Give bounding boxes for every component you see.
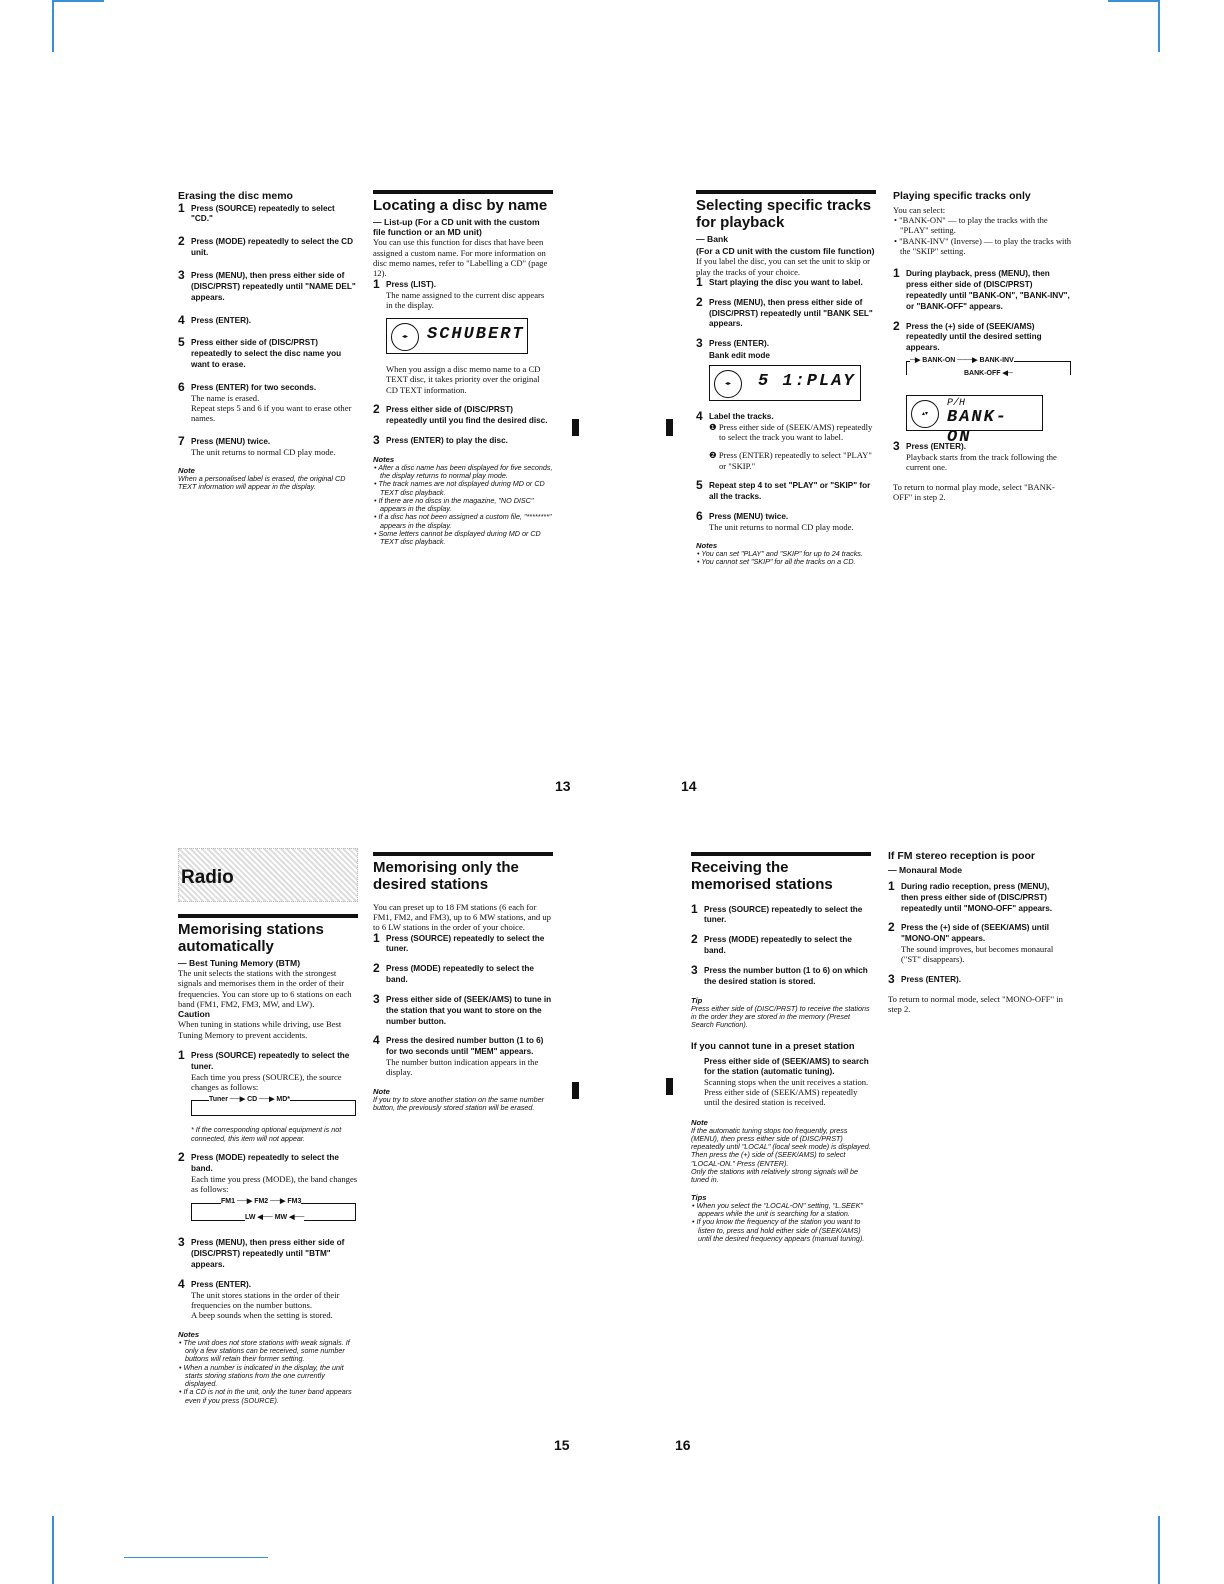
step — [178, 1237, 358, 1270]
heading-rule — [178, 914, 358, 918]
heading-rule — [691, 852, 871, 856]
step-text: Press (MENU), then press either side of (DISC/PRST) repeatedly until "BTM" appears. — [191, 1238, 345, 1269]
step-text: Press either side of (SEEK/AMS) to tune in the station that you want to store on the number button. — [386, 994, 552, 1026]
tips-heading: Tips — [691, 1192, 707, 1202]
step — [696, 408, 876, 471]
section-subtitle: — Monaural Mode — [888, 864, 963, 875]
step-number: 1 — [178, 1048, 185, 1063]
step — [178, 200, 358, 225]
bank-flow-diagram — [906, 357, 1071, 387]
step-text: Press (ENTER). — [191, 315, 252, 325]
step-number: 1 — [373, 930, 380, 945]
step-text: During playback, press (MENU), then press either side of (DISC/PRST) repeatedly until "BANK-ON", "BANK-INV", or "BANK-OFF" appears. — [906, 269, 1070, 311]
step-text: During radio reception, press (MENU), then press either side of (DISC/PRST) repeatedly until "MONO-OFF" appears. — [901, 881, 1053, 913]
step-number: 4 — [178, 1276, 185, 1291]
lcd-text: SCHUBERT — [427, 325, 525, 345]
step — [373, 991, 553, 1027]
section-title: Selecting specific tracks for playback — [696, 197, 872, 231]
step — [696, 294, 876, 330]
step-text: Press (SOURCE) repeatedly to select "CD." — [191, 203, 335, 224]
note-text: You cannot set "SKIP" for all the tracks on a CD. — [701, 557, 856, 567]
step-number: 2 — [178, 234, 185, 249]
step — [178, 1276, 358, 1321]
step-number: 1 — [893, 266, 900, 281]
note-item: • If a CD is not in the unit, only the tuner band appears even if you press (SOURCE). — [179, 1387, 352, 1405]
step-number: 2 — [696, 294, 703, 309]
step — [178, 1149, 358, 1228]
step — [696, 508, 876, 532]
step-text: Press (SOURCE) repeatedly to select the tuner. — [704, 904, 863, 925]
step-text: Press (MENU) twice. — [191, 436, 271, 446]
section-heading: If FM stereo reception is poor — [888, 850, 1036, 862]
step-number: 3 — [893, 439, 900, 454]
step-text: Press (SOURCE) repeatedly to select the tuner. — [191, 1051, 350, 1071]
step-number: 1 — [691, 901, 698, 916]
step-number: 1 — [696, 274, 703, 289]
step-number: 2 — [888, 920, 895, 935]
list-item: • "BANK-ON" — to play the tracks with the "PLAY" setting. — [894, 214, 1048, 236]
step-body: When you assign a disc memo name to a CD TEXT disc, it takes priority over the original CD TEXT information. — [386, 364, 541, 395]
note-item: • When a number is indicated in the display, the unit starts storing stations from the one currently displayed. — [179, 1362, 344, 1389]
crop-mark — [1158, 0, 1160, 52]
step — [178, 236, 358, 258]
step-text: Press (ENTER) to play the disc. — [386, 435, 508, 445]
step — [696, 480, 876, 502]
desired-stations-section — [373, 852, 553, 1112]
locate-disc-section — [373, 190, 553, 547]
step-text: Press the (+) side of (SEEK/AMS) repeatedly until the desired setting appears. — [906, 321, 1042, 353]
intro-text: You can preset up to 18 FM stations (6 each for FM1, FM2, and FM3), up to 6 MW stations, and up to 6 LW stations in the order of your choice. — [373, 901, 551, 933]
step-body: The unit returns to normal CD play mode. — [709, 521, 854, 532]
note-text: The track names are not displayed during MD or CD TEXT disc playback. — [378, 479, 545, 497]
step — [178, 1050, 358, 1143]
crop-mark — [1108, 0, 1160, 2]
step — [373, 404, 553, 426]
note-text: When a number is indicated in the display, the unit starts storing stations from the one currently displayed. — [183, 1362, 344, 1389]
note-item: • The unit does not store stations with weak signals. If only a few stations can be received, some number buttons will retain their former setting. — [179, 1337, 350, 1364]
subsection-body — [691, 1057, 871, 1108]
step — [691, 962, 871, 987]
step — [888, 878, 1068, 914]
step — [893, 441, 1073, 472]
caution-heading: Caution — [178, 1009, 210, 1020]
step — [178, 267, 358, 303]
heading-rule — [696, 190, 876, 194]
step-text: Press either side of (SEEK/AMS) to search for the station (automatic tuning). — [704, 1056, 869, 1076]
flow-label-text: BANK-INV — [979, 357, 1014, 365]
note-item: • The track names are not displayed during MD or CD TEXT disc playback. — [374, 479, 545, 497]
step-text: Press (SOURCE) repeatedly to select the tuner. — [386, 933, 545, 954]
step-text: Press the number button (1 to 6) on which the desired station is stored. — [704, 965, 868, 986]
section-title: Receiving the memorised stations — [691, 859, 833, 893]
note-text: Some letters cannot be displayed during MD or CD TEXT disc playback. — [378, 528, 541, 547]
step — [696, 274, 876, 289]
tip-text: Press either side of (DISC/PRST) to receive the stations in the order they are stored in the memory (Preset Search Function). — [691, 1003, 870, 1030]
dial-icon: ◂▸ — [391, 323, 419, 351]
step — [373, 930, 553, 955]
step — [373, 1035, 553, 1077]
note-text: If there are no discs in the magazine, "NO DISC" appears in the display. — [378, 495, 534, 514]
step-number: 5 — [178, 335, 185, 350]
note-heading: Note — [178, 465, 195, 475]
crop-mark — [124, 1557, 268, 1558]
step-text: Press (MODE) repeatedly to select the CD unit. — [191, 237, 353, 258]
step — [888, 971, 1068, 986]
step — [373, 963, 553, 985]
note-text: The unit does not store stations with weak signals. If only a few stations can be received, some number buttons will retain their former setting. — [183, 1337, 350, 1364]
step-text: Start playing the disc you want to label. — [709, 277, 863, 287]
step — [696, 338, 876, 401]
lcd-text: 5 1:PLAY — [758, 371, 856, 391]
step-number: 6 — [178, 379, 185, 394]
step-number: 2 — [178, 1149, 185, 1164]
note-text: You can set "PLAY" and "SKIP" for up to 24 tracks. — [701, 548, 863, 558]
step-number: 5 — [696, 478, 703, 492]
monaural-mode-section — [888, 850, 1068, 1014]
section-title: Memorising only the desired stations — [373, 859, 519, 893]
btm-section — [178, 848, 358, 1405]
tip-item: • When you select the "LOCAL-ON" setting, "L.SEEK" appears while the unit is searching for a station. — [692, 1200, 863, 1218]
step-body: Each time you press (SOURCE), the source changes as follows: — [191, 1071, 342, 1093]
step-number: 3 — [373, 432, 380, 447]
radio-banner — [178, 848, 358, 902]
note-text: If a disc has not been assigned a custom file, "********" appears in the display. — [378, 512, 552, 530]
step-body: ❶ Press either side of (SEEK/AMS) repeatedly to select the track you want to label. — [709, 421, 873, 443]
step-number: 4 — [373, 1033, 380, 1048]
page-marker — [572, 1082, 579, 1099]
crop-mark — [52, 0, 54, 52]
crop-mark — [52, 1516, 54, 1584]
step-text: Press (MODE) repeatedly to select the band. — [191, 1152, 339, 1173]
tip-text: When you select the "LOCAL-ON" setting, "L.SEEK" appears while the unit is searching for a station. — [696, 1200, 863, 1218]
step-body: The number button indication appears in the display. — [386, 1057, 539, 1078]
section-heading: Erasing the disc memo — [178, 190, 293, 202]
lcd-small-text: P/H — [947, 398, 966, 410]
step-body: Scanning stops when the unit receives a station. Press either side of (SEEK/AMS) repeatedly until the desired station is received. — [704, 1076, 869, 1108]
step-number: 4 — [178, 312, 185, 327]
page-marker — [666, 1078, 673, 1095]
notes-heading: Notes — [696, 540, 718, 550]
section-title: Memorising stations automatically — [178, 921, 324, 955]
step-number: 3 — [178, 1235, 185, 1250]
band-flow-diagram — [191, 1198, 356, 1228]
caption: Bank edit mode — [709, 351, 770, 361]
tip-text: If you know the frequency of the station you want to listen to, press and hold either side of (SEEK/AMS) until the desired frequency appears (manual tuning). — [696, 1217, 865, 1243]
step-number: 4 — [696, 408, 703, 423]
step-text: Press either side of (DISC/PRST) repeatedly until you find the desired disc. — [386, 405, 548, 425]
note-item: • You can set "PLAY" and "SKIP" for up to 24 tracks. — [697, 548, 863, 558]
note-item: • You cannot set "SKIP" for all the tracks on a CD. — [697, 557, 856, 567]
caution-text: When tuning in stations while driving, use Best Tuning Memory to prevent accidents. — [178, 1019, 342, 1040]
footnote: * If the corresponding optional equipment is not connected, this item will not appear. — [191, 1125, 342, 1143]
flow-label-text: LW ◀── MW ◀── — [245, 1214, 305, 1222]
step-number: 1 — [373, 276, 380, 291]
step — [691, 901, 871, 926]
flow-label-text: BANK-OFF — [964, 370, 1001, 378]
tip-item: • If you know the frequency of the station you want to listen to, press and hold either side of (SEEK/AMS) until the desired frequency appears (manual tuning). — [692, 1217, 865, 1243]
receive-stations-section — [691, 852, 871, 1243]
lcd-display — [386, 318, 528, 354]
step — [373, 276, 553, 395]
flow-label-text: Tuner ──▶ CD ──▶ MD* — [209, 1096, 291, 1104]
step-text: Label the tracks. — [709, 411, 774, 421]
crop-mark — [1158, 1516, 1160, 1584]
section-subtitle: — Bank — [696, 233, 728, 244]
step-text: Press (ENTER) for two seconds. — [191, 382, 317, 392]
step-text: Press (ENTER). — [191, 1279, 252, 1289]
step-number: 1 — [178, 200, 185, 215]
heading-rule — [373, 852, 553, 856]
note-heading: Note — [373, 1086, 390, 1096]
lcd-text: BANK- ON — [947, 408, 1009, 448]
step-number: 3 — [178, 267, 185, 282]
step-text: Press (ENTER). — [709, 339, 770, 349]
note-text: After a disc name has been displayed for five seconds, the display returns to normal play mode. — [378, 462, 553, 480]
note-text: If you try to store another station on the same number button, the previously stored station will be erased. — [373, 1094, 544, 1113]
step — [178, 433, 358, 457]
step-text: Press (MODE) repeatedly to select the band. — [704, 935, 852, 956]
step-text: Press (LIST). — [386, 279, 437, 289]
erase-disc-memo-section — [178, 190, 358, 491]
step — [691, 934, 871, 956]
note-heading: Note — [691, 1117, 708, 1127]
intro-text: You can use this function for discs that have been assigned a custom name. For more information on disc memo names, refer to "Labelling a CD" (page 12). — [373, 237, 548, 279]
step-text: Repeat step 4 to set "PLAY" or "SKIP" for all the tracks. — [709, 481, 871, 501]
step-number: 3 — [691, 962, 698, 977]
step — [893, 268, 1073, 311]
step-body: Playback starts from the track following the current one. — [906, 451, 1057, 473]
page-marker — [666, 419, 673, 436]
step-text: Press (MENU), then press either side of (DISC/PRST) repeatedly until "NAME DEL" appears. — [191, 270, 356, 302]
play-specific-tracks-section — [893, 190, 1073, 502]
section-subtitle: (For a CD unit with the custom file function) — [696, 245, 875, 256]
section-title: Locating a disc by name — [373, 197, 548, 214]
section-subtitle: — Best Tuning Memory (BTM) — [178, 957, 301, 968]
step — [178, 337, 358, 370]
note-item: • If a disc has not been assigned a custom file, "********" appears in the display. — [374, 512, 552, 530]
step — [178, 312, 358, 327]
section-heading: Playing specific tracks only — [893, 190, 1031, 202]
subsection-heading: If you cannot tune in a preset station — [691, 1039, 855, 1051]
page-number: 14 — [681, 778, 697, 794]
notes-heading: Notes — [373, 454, 395, 464]
step-body: The sound improves, but becomes monaural ("ST" disappears). — [901, 944, 1054, 965]
flow-label: ─▶ BANK-ON ───▶ BANK-INV — [910, 357, 1014, 365]
step — [888, 922, 1068, 964]
step-number: 2 — [691, 932, 698, 947]
step-body: ❷ Press (ENTER) repeatedly to select "PLAY" or "SKIP." — [709, 450, 872, 471]
intro-text: The unit selects the stations with the strongest signals and memorises them in the order of their frequencies. You can store up to 6 stations on each band (FM1, FM2, FM3, MW, and LW). — [178, 967, 352, 1009]
page-number: 13 — [555, 778, 571, 794]
note-text: When a personalised label is erased, the original CD TEXT information will appear in the display. — [178, 473, 346, 492]
outro-text: To return to normal mode, select "MONO-OFF" in step 2. — [888, 993, 1063, 1014]
crop-mark — [52, 0, 104, 2]
page-number: 16 — [675, 1437, 691, 1453]
note-item: • After a disc name has been displayed for five seconds, the display returns to normal play mode. — [374, 462, 553, 480]
step-body: The unit returns to normal CD play mode. — [191, 446, 336, 457]
step-text: Press the desired number button (1 to 6) for two seconds until "MEM" appears. — [386, 1036, 544, 1057]
step-number: 2 — [373, 961, 380, 976]
flow-label-text: BANK-ON — [922, 357, 956, 365]
flow-label-text: FM1 ──▶ FM2 ──▶ FM3 — [221, 1198, 302, 1206]
note-item: • If there are no discs in the magazine, "NO DISC" appears in the display. — [374, 495, 534, 514]
step-number: 6 — [696, 508, 703, 523]
step-number: 2 — [893, 318, 900, 333]
outro-text: To return to normal play mode, select "BANK-OFF" in step 2. — [893, 481, 1055, 502]
step-number: 2 — [373, 402, 380, 417]
banner-text: Radio — [181, 867, 234, 888]
intro-text: You can select: — [893, 204, 946, 215]
dial-icon: ▴▾ — [911, 400, 939, 428]
tip-heading: Tip — [691, 995, 703, 1005]
step-text: Press (MENU), then press either side of (DISC/PRST) repeatedly until "BANK SEL" appears. — [709, 297, 873, 329]
step-body: Each time you press (MODE), the band changes as follows: — [191, 1173, 358, 1194]
source-flow-diagram — [191, 1096, 356, 1118]
lcd-display — [709, 365, 861, 401]
intro-text: If you label the disc, you can set the unit to skip or play the tracks of your choice. — [696, 256, 870, 277]
section-subtitle: — List-up (For a CD unit with the custom file function or an MD unit) — [373, 216, 540, 238]
step-body: The name assigned to the current disc appears in the display. — [386, 289, 545, 310]
step — [178, 379, 358, 424]
step-text: Press either side of (DISC/PRST) repeatedly to select the disc name you want to erase. — [191, 338, 342, 370]
list-item-text: "BANK-INV" (Inverse) — to play the tracks with the "SKIP" setting. — [899, 235, 1072, 256]
step-text: Press (ENTER). — [901, 974, 962, 984]
dial-icon: ◂▸ — [714, 370, 742, 398]
step-number: 3 — [696, 336, 703, 351]
step-text: Press (MODE) repeatedly to select the band. — [386, 964, 534, 985]
step-number: 3 — [888, 971, 895, 986]
step-number: 1 — [888, 878, 895, 893]
note-text: If a CD is not in the unit, only the tuner band appears even if you press (SOURCE). — [183, 1387, 352, 1405]
step-body: The unit stores stations in the order of their frequencies on the number buttons. A beep sounds when the setting is stored. — [191, 1289, 340, 1321]
list-item-text: "BANK-ON" — to play the tracks with the "PLAY" setting. — [899, 214, 1048, 236]
step — [373, 432, 553, 447]
notes-heading: Notes — [178, 1329, 200, 1339]
step-text: Press the (+) side of (SEEK/AMS) until "MONO-ON" appears. — [901, 923, 1050, 944]
page-number: 15 — [554, 1437, 570, 1453]
step-text: Press (ENTER). — [906, 442, 967, 452]
step-text: Press (MENU) twice. — [709, 511, 789, 521]
page-marker — [572, 419, 579, 436]
list-item: • "BANK-INV" (Inverse) — to play the tracks with the "SKIP" setting. — [894, 235, 1072, 256]
flow-label: BANK-OFF ◀─ — [964, 370, 1013, 378]
note-text: If the automatic tuning stops too frequently, press (MENU), then press either side of (DISC/PRST) repeatedly until "LOCAL" (local seek mode) is displayed. Then press the (+) side of (SEEK/AMS) to select "LOCAL-ON." Press (ENTER). Only the stations with relatively strong signals will be tuned in. — [691, 1125, 871, 1185]
step-number: 7 — [178, 433, 185, 448]
step-body: The name is erased. Repeat steps 5 and 6 if you want to erase other names. — [191, 392, 352, 424]
step-number: 3 — [373, 991, 380, 1006]
note-item: • Some letters cannot be displayed during MD or CD TEXT disc playback. — [374, 528, 541, 547]
select-tracks-section — [696, 190, 876, 567]
heading-rule — [373, 190, 553, 194]
